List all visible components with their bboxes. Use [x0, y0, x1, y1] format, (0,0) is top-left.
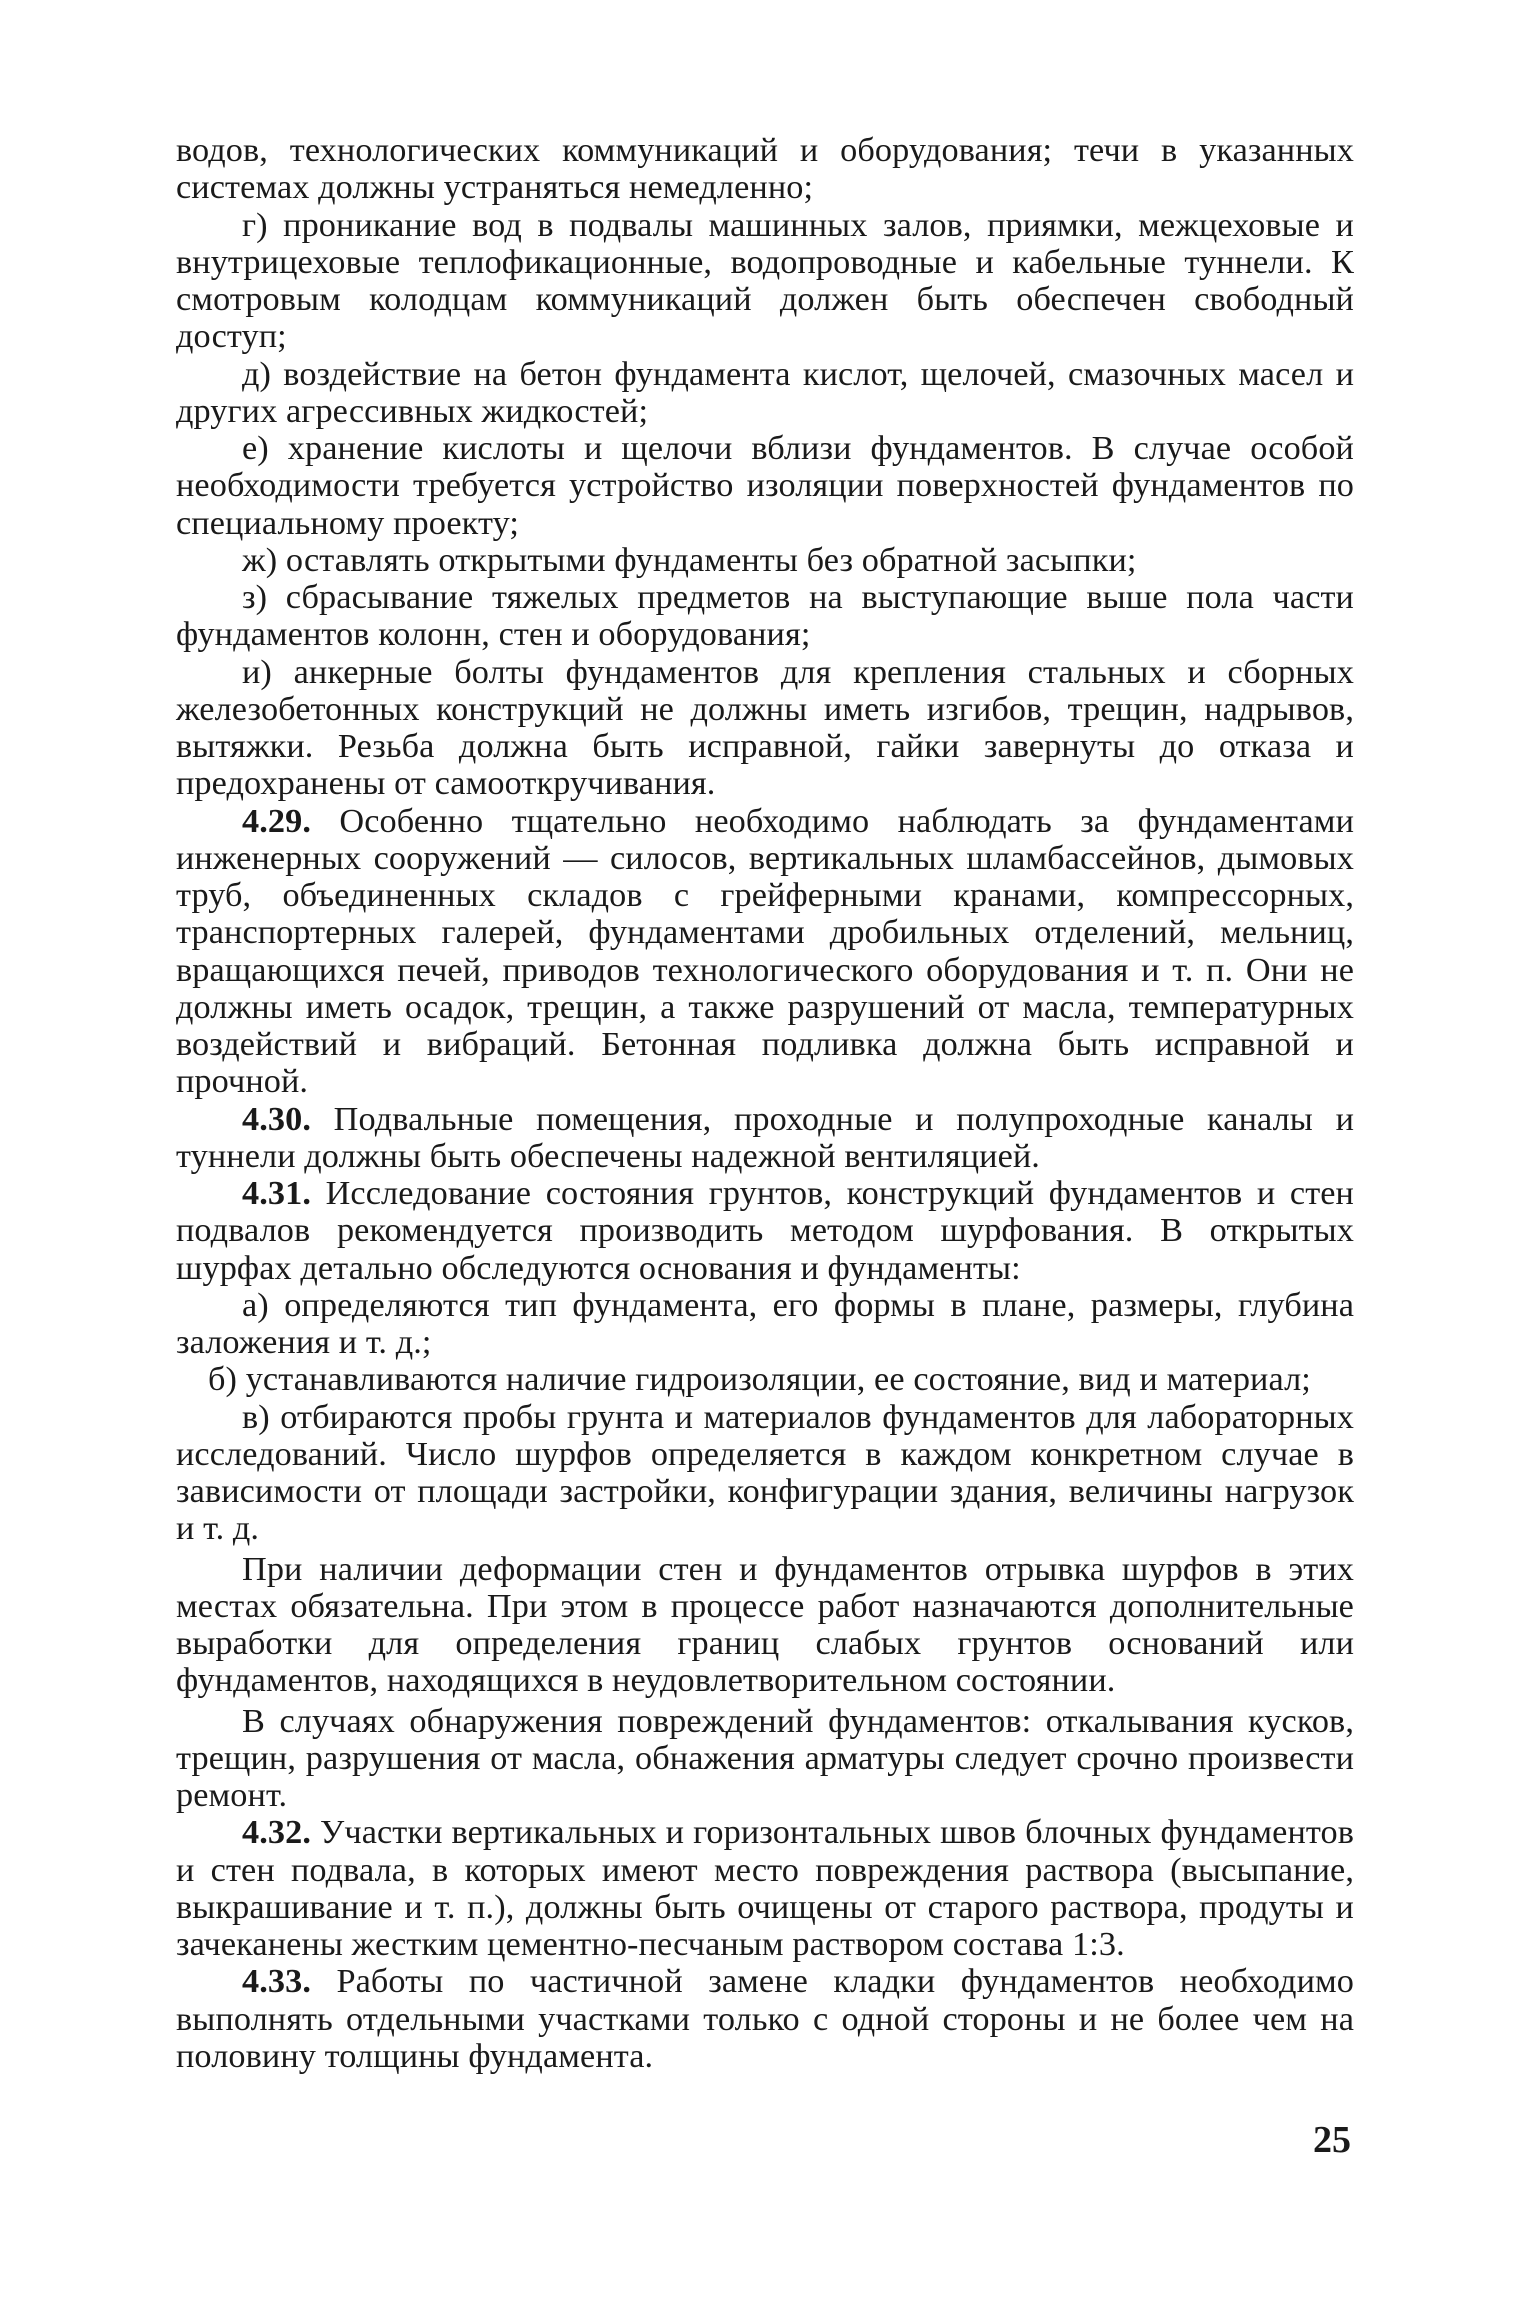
- section-4-30: 4.30. Подвальные помещения, проходные и полупроходные каналы и туннели должны быть обеспечены надежной вентиляцией.: [176, 1099, 1354, 1175]
- list-item-b: б) устанавливаются наличие гидроизоляции, ее состояние, вид и материал;: [208, 1360, 1311, 1399]
- section-4-31: 4.31. Исследование состояния грунтов, конструкций фундаментов и стен подвалов рекомендуется производить методом шурфования. В открытых шурфах детально обследуются основания и фундаменты:: [176, 1174, 1354, 1287]
- page-number: 25: [1313, 2119, 1351, 2161]
- list-item-v: в) отбираются пробы грунта и материалов фундаментов для лабораторных исследований. Число шурфов определяется в каждом конкретном случае в зависимости от площади застройки, конфигурации здания, величины нагрузок и т. д.: [176, 1397, 1354, 1548]
- list-item-e: е) хранение кислоты и щелочи вблизи фундаментов. В случае особой необходимости требуется устройство изоляции поверхностей фундаментов по специальному проекту;: [176, 429, 1354, 542]
- section-number: 4.31.: [242, 1174, 311, 1212]
- paragraph-continuation: водов, технологических коммуникаций и оборудования; течи в указанных системах должны устраняться немедленно;: [176, 131, 1354, 207]
- list-item-i: и) анкерные болты фундаментов для крепления стальных и сборных железобетонных конструкций не должны иметь изгибов, трещин, надрывов, вытяжки. Резьба должна быть исправной, гайки завернуты до отказа и предохранены от самооткручивания.: [176, 652, 1354, 803]
- list-item-d: д) воздействие на бетон фундамента кислот, щелочей, смазочных масел и других агрессивных жидкостей;: [176, 354, 1354, 430]
- list-item-g: г) проникание вод в подвалы машинных залов, приямки, межцеховые и внутрицеховые теплофикационные, водопроводные и кабельные туннели. К смотровым колодцам коммуникаций должен быть обеспечен свободный доступ;: [176, 205, 1354, 356]
- list-item-z: з) сбрасывание тяжелых предметов на выступающие выше пола части фундаментов колонн, стен и оборудования;: [176, 578, 1354, 654]
- list-item-a: а) определяются тип фундамента, его формы в плане, размеры, глубина заложения и т. д.;: [176, 1285, 1354, 1361]
- paragraph-deformation: При наличии деформации стен и фундаментов отрывка шурфов в этих местах обязательна. При этом в процессе работ назначаются дополнительные выработки для определения границ слабых грунтов оснований или фундаментов, находящихся в неудовлетворительном состоянии.: [176, 1549, 1354, 1700]
- section-number: 4.33.: [242, 1962, 311, 2001]
- section-number: 4.32.: [242, 1813, 311, 1852]
- section-4-33: 4.33. Работы по частичной замене кладки фундаментов необходимо выполнять отдельными участками только с одной стороны и не более чем на половину толщины фундамента.: [176, 1962, 1355, 2075]
- list-item-zh: ж) оставлять открытыми фундаменты без обратной засыпки;: [242, 540, 1137, 579]
- section-number: 4.30.: [242, 1099, 311, 1138]
- paragraph-damage: В случаях обнаружения повреждений фундаментов: откалывания кусков, трещин, разрушения от масла, обнажения арматуры следует срочно произвести ремонт.: [176, 1701, 1354, 1814]
- section-4-32: 4.32. Участки вертикальных и горизонтальных швов блочных фундаментов и стен подвала, в которых имеют место повреждения раствора (высыпание, выкрашивание и т. п.), должны быть очищены от старого раствора, продуты и зачеканены жестким цементно-песчаным раствором состава 1:3.: [176, 1813, 1354, 1963]
- section-number: 4.29.: [242, 801, 311, 840]
- section-4-29: 4.29. Особенно тщательно необходимо наблюдать за фундаментами инженерных сооружений — силосов, вертикальных шламбассейнов, дымовых труб, объединенных складов с грейферными кранами, компрессорных, транспортерных галерей, фундаментами дробильных отделений, мельниц, вращающихся печей, приводов технологического оборудования и т. п. Они не должны иметь осадок, трещин, а также разрушений от масла, температурных воздействий и вибраций. Бетонная подливка должна быть исправной и прочной.: [176, 801, 1354, 1101]
- body-text: [176, 132, 1354, 2075]
